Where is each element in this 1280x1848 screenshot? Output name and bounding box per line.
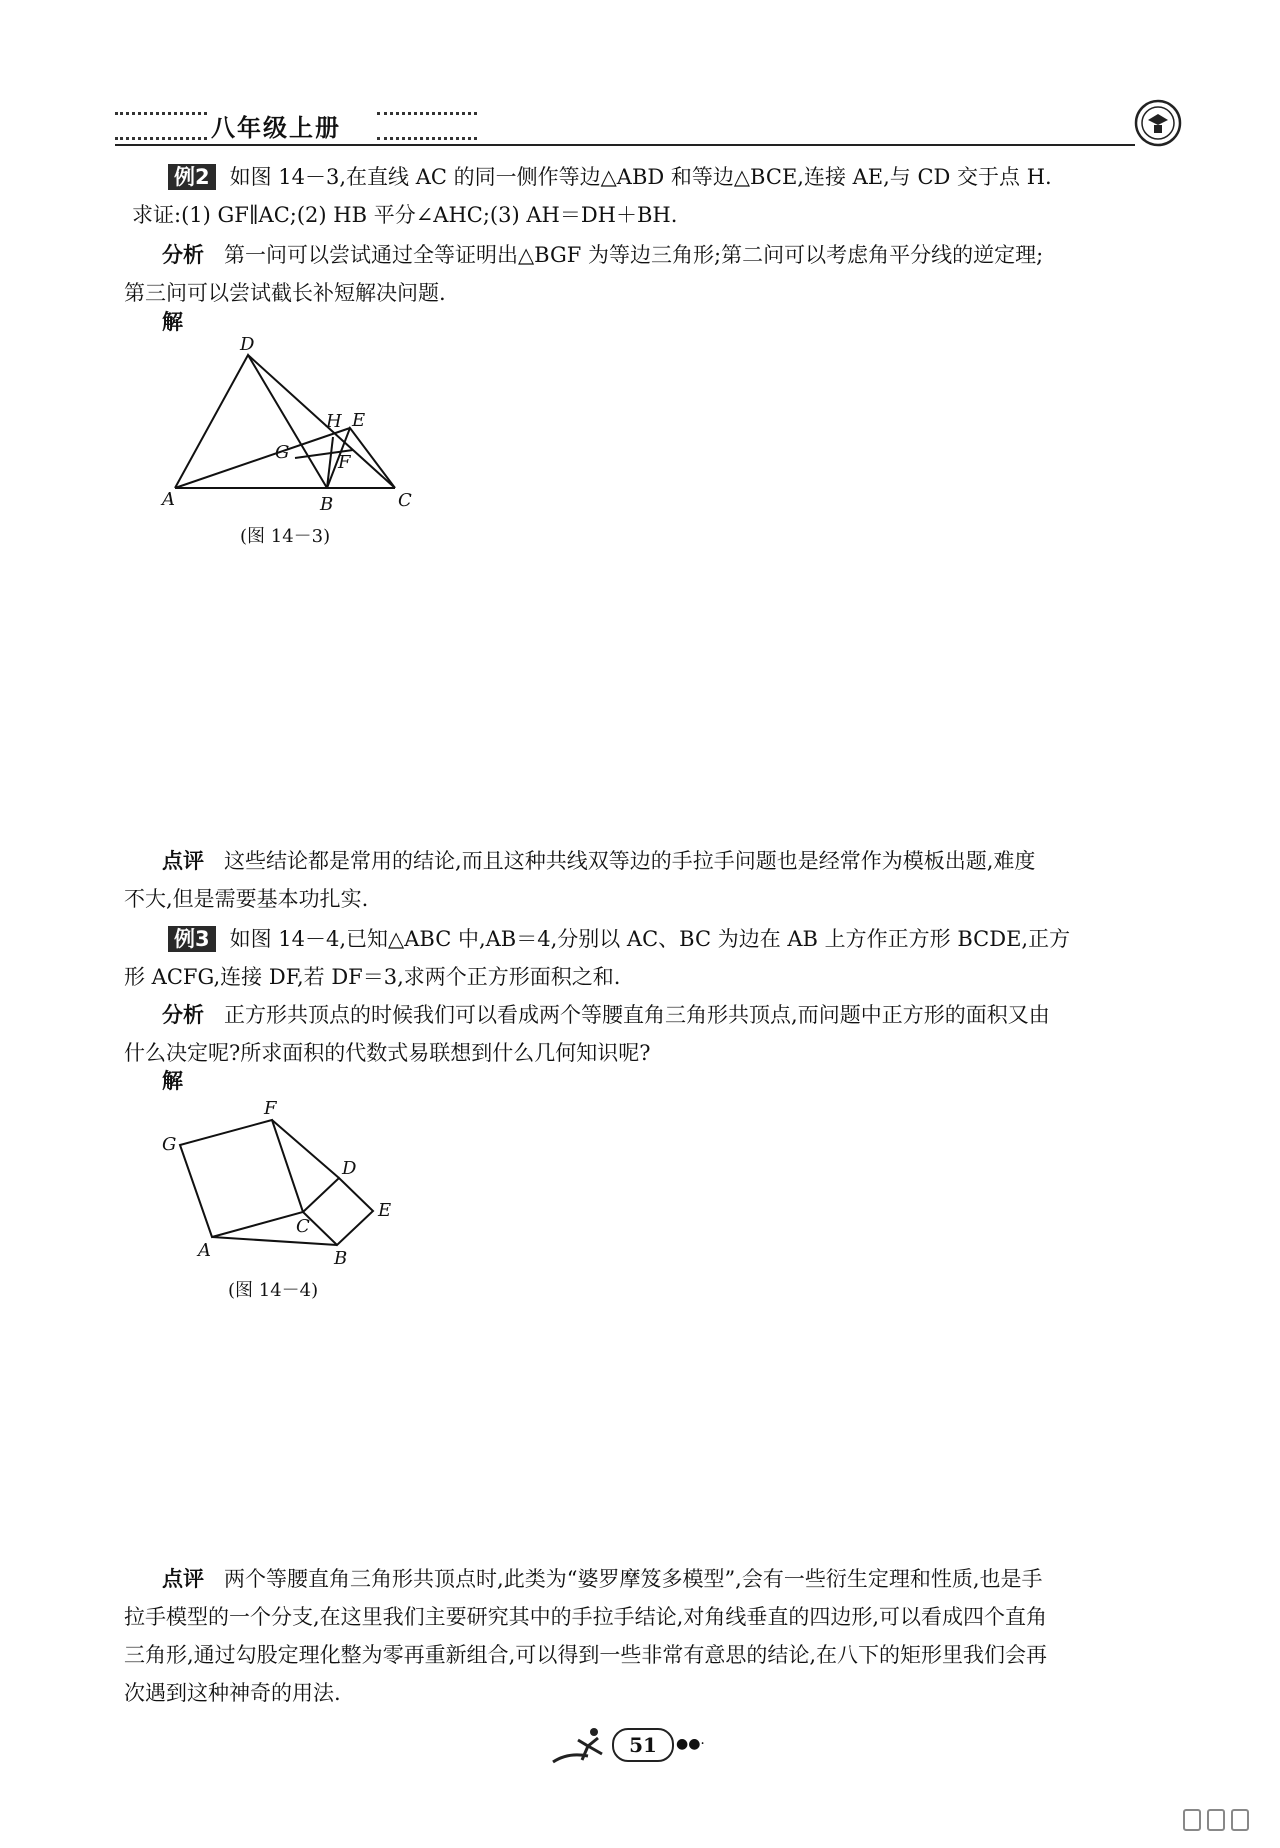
label-c: C (398, 490, 412, 511)
example2-problem-line1: 如图 14－3,在直线 AC 的同一侧作等边△ABD 和等边△BCE,连接 AE,与 CD 交于点 H. (229, 165, 1052, 189)
example3-comment-line3: 三角形,通过勾股定理化整为零再重新组合,可以得到一些非常有意思的结论,在八下的矩形里我们会再 (124, 1643, 1048, 1667)
label-f: F (338, 452, 351, 473)
label-b: B (320, 494, 334, 515)
example3-analysis-label: 分析 (162, 1003, 204, 1027)
example3-comment-line4: 次遇到这种神奇的用法. (124, 1681, 341, 1705)
example3-comment-line2: 拉手模型的一个分支,在这里我们主要研究其中的手拉手结论,对角线垂直的四边形,可以看成四个直角 (124, 1605, 1048, 1629)
example3-solution-label: 解 (162, 1069, 183, 1093)
label-e: E (378, 1200, 392, 1221)
runner-icon (548, 1722, 612, 1772)
footer-dots: ●●· (676, 1736, 705, 1752)
label-d: D (342, 1158, 357, 1179)
figure-14-3-caption: (图 14－3) (240, 526, 331, 547)
example3-tag: 例3 (168, 926, 216, 952)
figure-14-4-caption: (图 14－4) (228, 1280, 319, 1301)
seal-icon (1133, 98, 1183, 148)
label-c: C (296, 1216, 310, 1237)
label-g: G (275, 442, 290, 463)
example2-problem (132, 158, 1172, 234)
example3-problem (124, 920, 1172, 996)
example2-comment (124, 842, 1172, 918)
example3-analysis-line2: 什么决定呢?所求面积的代数式易联想到什么几何知识呢? (124, 1041, 651, 1065)
example2-problem-line2: 求证:(1) GF∥AC;(2) HB 平分∠AHC;(3) AH＝DH＋BH. (132, 203, 678, 227)
label-e: E (352, 410, 366, 431)
segment-ab (212, 1237, 337, 1245)
example2-analysis-label: 分析 (162, 243, 204, 267)
example3-analysis (124, 996, 1172, 1072)
example2-comment-line2: 不大,但是需要基本功扎实. (124, 887, 369, 911)
example2-tag: 例2 (168, 164, 216, 190)
example3-analysis-line1: 正方形共顶点的时候我们可以看成两个等腰直角三角形共顶点,而问题中正方形的面积又由 (224, 1003, 1050, 1027)
example2-solution-label: 解 (162, 310, 183, 334)
image-corner-icons (1180, 1806, 1270, 1836)
example3-comment-line1: 两个等腰直角三角形共顶点时,此类为“婆罗摩笈多模型”,会有一些衍生定理和性质,也是手 (224, 1567, 1043, 1591)
example2-analysis-line2: 第三问可以尝试截长补短解决问题. (124, 281, 446, 305)
example3-problem-line1: 如图 14－4,已知△ABC 中,AB＝4,分别以 AC、BC 为边在 AB 上方作正方形 BCDE,正方 (229, 927, 1071, 951)
triangle-abd (175, 355, 327, 488)
header-dots-left (115, 112, 207, 140)
header-rule (115, 144, 1135, 146)
page-header (115, 106, 1180, 152)
example2-analysis-line1: 第一问可以尝试通过全等证明出△BGF 为等边三角形;第二问可以考虑角平分线的逆定理; (224, 243, 1044, 267)
square-bcde (303, 1178, 373, 1245)
page-footer (548, 1722, 718, 1772)
example3-comment (124, 1560, 1172, 1712)
label-d: D (240, 334, 255, 355)
label-f: F (264, 1098, 277, 1119)
label-h: H (326, 411, 342, 432)
page-number: 51 (612, 1728, 674, 1762)
figure-14-4 (150, 1090, 410, 1290)
label-g: G (162, 1134, 177, 1155)
figure-14-3 (160, 330, 420, 520)
example2-comment-label: 点评 (162, 849, 204, 873)
example2-analysis (124, 236, 1172, 312)
segment-cd (248, 355, 395, 488)
example3-problem-line2: 形 ACFG,连接 DF,若 DF＝3,求两个正方形面积之和. (124, 965, 621, 989)
square-acfg (180, 1120, 303, 1237)
header-dots-right (377, 112, 477, 140)
label-a: A (198, 1240, 211, 1261)
label-b: B (334, 1248, 348, 1269)
example2-comment-line1: 这些结论都是常用的结论,而且这种共线双等边的手拉手问题也是经常作为模板出题,难度 (224, 849, 1036, 873)
example3-comment-label: 点评 (162, 1567, 204, 1591)
label-a: A (162, 489, 175, 510)
header-title: 八年级上册 (211, 114, 341, 142)
segment-ae (175, 428, 350, 488)
